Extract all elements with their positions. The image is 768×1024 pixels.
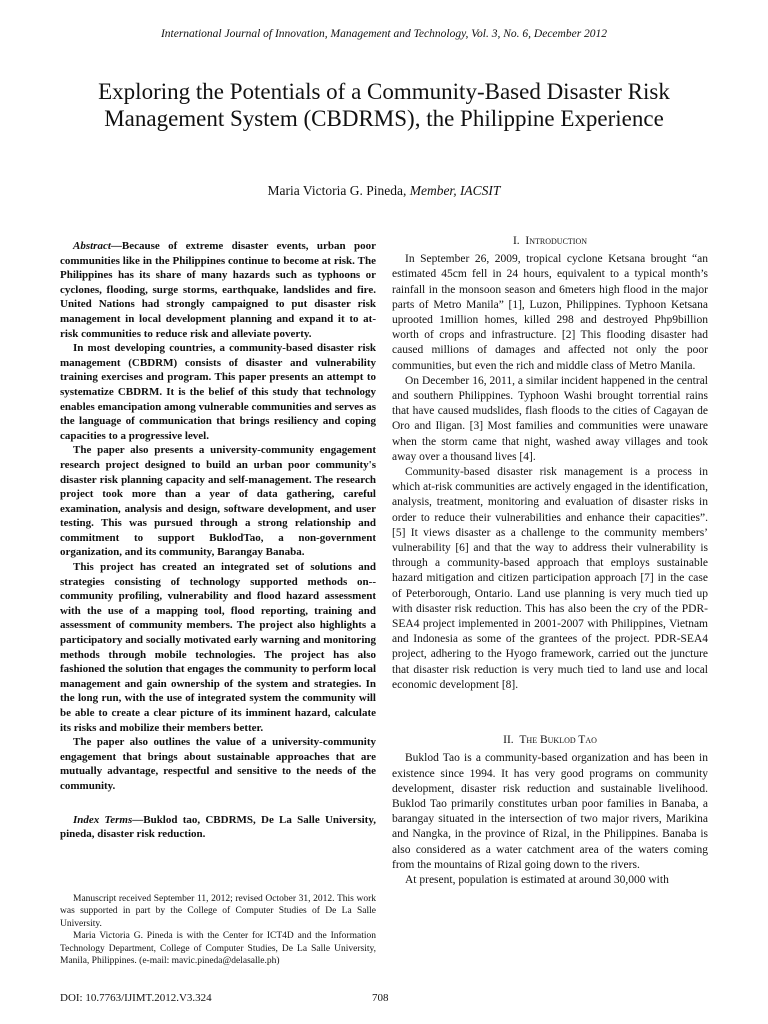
index-terms: Index Terms—Buklod tao, CBDRMS, De La Salle University, pineda, disaster risk reduction. <box>60 813 376 841</box>
author-name: Maria Victoria G. Pineda, <box>267 183 407 198</box>
intro-paragraph-2: On December 16, 2011, a similar incident happened in the central and southern Philippines. Typhoon Washi brought torrential rains that have caused mudslides, flash floods to the cities of Cagayan de Oro and Iligan. [3] Most families and communities were unaware when the storm came that night, washed away villages and took away over a thousand lives [4]. <box>392 374 708 463</box>
intro-paragraph-1: In September 26, 2009, tropical cyclone Ketsana brought “an estimated 45cm fell in 24 hours, equivalent to a typical month’s rainfall in the monsoon season and 6meters high flood in the major parts of Metro Manila” [1], Luzon, Philippines. Typhoon Ketsana uprooted 1million homes, killed 298 and destroyed Php9billion worth of crops and infrastructure. [2] This flooding disaster had caused millions of damages and affected not only the poor communities, but even the rich and middle class of Metro Manila. <box>392 253 708 372</box>
abstract-paragraph-2: In most developing countries, a community-based disaster risk management (CBDRM) consists of disaster and vulnerability training exercises and program. This paper presents an attempt to systematize CBDRM. It is the belief of this study that technology enables emancipation among vulnerable communities and serves as the language of communication that brings resiliency and coping capacities to a progressive level. <box>60 342 376 442</box>
doi: DOI: 10.7763/IJIMT.2012.V3.324 <box>60 992 212 1004</box>
paper-title: Exploring the Potentials of a Community-Based Disaster Risk Management System (CBDRMS), the Philippine Experience <box>98 79 670 131</box>
index-terms-label: Index Terms <box>73 813 133 826</box>
abstract-paragraph-3: The paper also presents a university-community engagement research project designed to build an urban poor community's disaster risk planning capacity and self-management. The research project took more than a year of data gathering, careful examination, analysis and design, software development, and user testing. This was pursued through a strong relationship and commitment to support BuklodTao, a non-government organization, and its community, Barangay Banaba. <box>60 444 376 559</box>
left-column <box>60 239 376 842</box>
buklod-paragraph-1: Buklod Tao is a community-based organization and has been in existence since 1994. It has very good programs on community development, disaster risk reduction and sustainable livelihood. Buklod Tao primarily constitutes urban poor families in Banaba, a barangay situated in the intersection of two major rivers, Marikina and Nangka, in the province of Rizal, in the Philippines. Banaba is also considered as a water catchment area of the waters coming from the mountains of Rizal going down to the rivers. <box>392 752 708 871</box>
intro-paragraph-3: Community-based disaster risk management is a process in which at-risk communities are actively engaged in the identification, analysis, treatment, monitoring and evaluation of disaster risks in order to reduce their vulnerabilities and enhance their capacities”. [5] It views disaster as a challenge to the community members’ vulnerability [6] and that the way to address their vulnerability is through a community-based approach that employs sustainable hazard mitigation and citizen participation approach [7] in the case of Peterborough, Ontario. Land use planning is very much tied up with disaster risk reduction. This has also been the cry of the PDR-SEA4 project implemented in 2001-2007 with Philippines, Vietnam and Indonesia as some of the grantees of the project. PDR-SEA4 project, adhering to the Hyogo framework, carried out the juncture that disaster risk reduction is very much tied to land use and local economic development [8]. <box>392 466 708 691</box>
abstract-label: Abstract <box>73 240 111 252</box>
author-line <box>0 183 768 199</box>
buklod-paragraph-2: At present, population is estimated at around 30,000 with <box>405 873 669 886</box>
section-heading-introduction: I. Introduction <box>512 235 588 247</box>
abstract-paragraph-1: Abstract—Because of extreme disaster events, urban poor communities like in the Philippines continue to become at risk. The Philippines has its share of many hazards such as typhoons or cyclones, flooding, surge storms, earthquake, landslides and fire. United Nations had strongly campaigned to put disaster risk management in local development planning and expand it to at-risk communities to reduce risk and alleviate poverty. <box>60 240 376 340</box>
page-number: 708 <box>372 992 389 1004</box>
abstract <box>60 239 376 794</box>
abstract-paragraph-4: This project has created an integrated set of solutions and strategies consisting of technology supported methods on--community profiling, vulnerability and flood hazard assessment with the use of a mapping tool, flood reporting, training and assessment of community members. The project also highlights a participatory and socially motivated early warning and monitoring methods through mobile technologies. The project has also fashioned the solution that engages the community to perform local management and gain ownership of the system and strategies. In the long run, with the use of integrated system the community will be able to create a clear picture of its imminent hazard, calculate its risks and mobilize their members better. <box>60 561 376 734</box>
abstract-paragraph-5: The paper also outlines the value of a university-community engagement that brings about sustainable approaches that are mutually advantage, respectful and sensitive to the needs of the community. <box>60 736 376 792</box>
section-heading-buklod-tao: II. The Buklod Tao <box>503 734 597 747</box>
footnote-author-affiliation: Maria Victoria G. Pineda is with the Center for ICT4D and the Information Technology Department, College of Computer Studies, De La Salle University, Manila, Philippines. (e-mail: mavic.pineda@delasalle.ph) <box>60 931 376 967</box>
right-column <box>392 234 708 888</box>
footnote <box>60 893 376 967</box>
journal-header: International Journal of Innovation, Management and Technology, Vol. 3, No. 6, December 2012 <box>160 28 608 40</box>
author-affiliation: Member, IACSIT <box>409 183 501 198</box>
footnote-manuscript: Manuscript received September 11, 2012; revised October 31, 2012. This work was supported in part by the College of Computer Studies of De La Salle University. <box>60 894 376 929</box>
